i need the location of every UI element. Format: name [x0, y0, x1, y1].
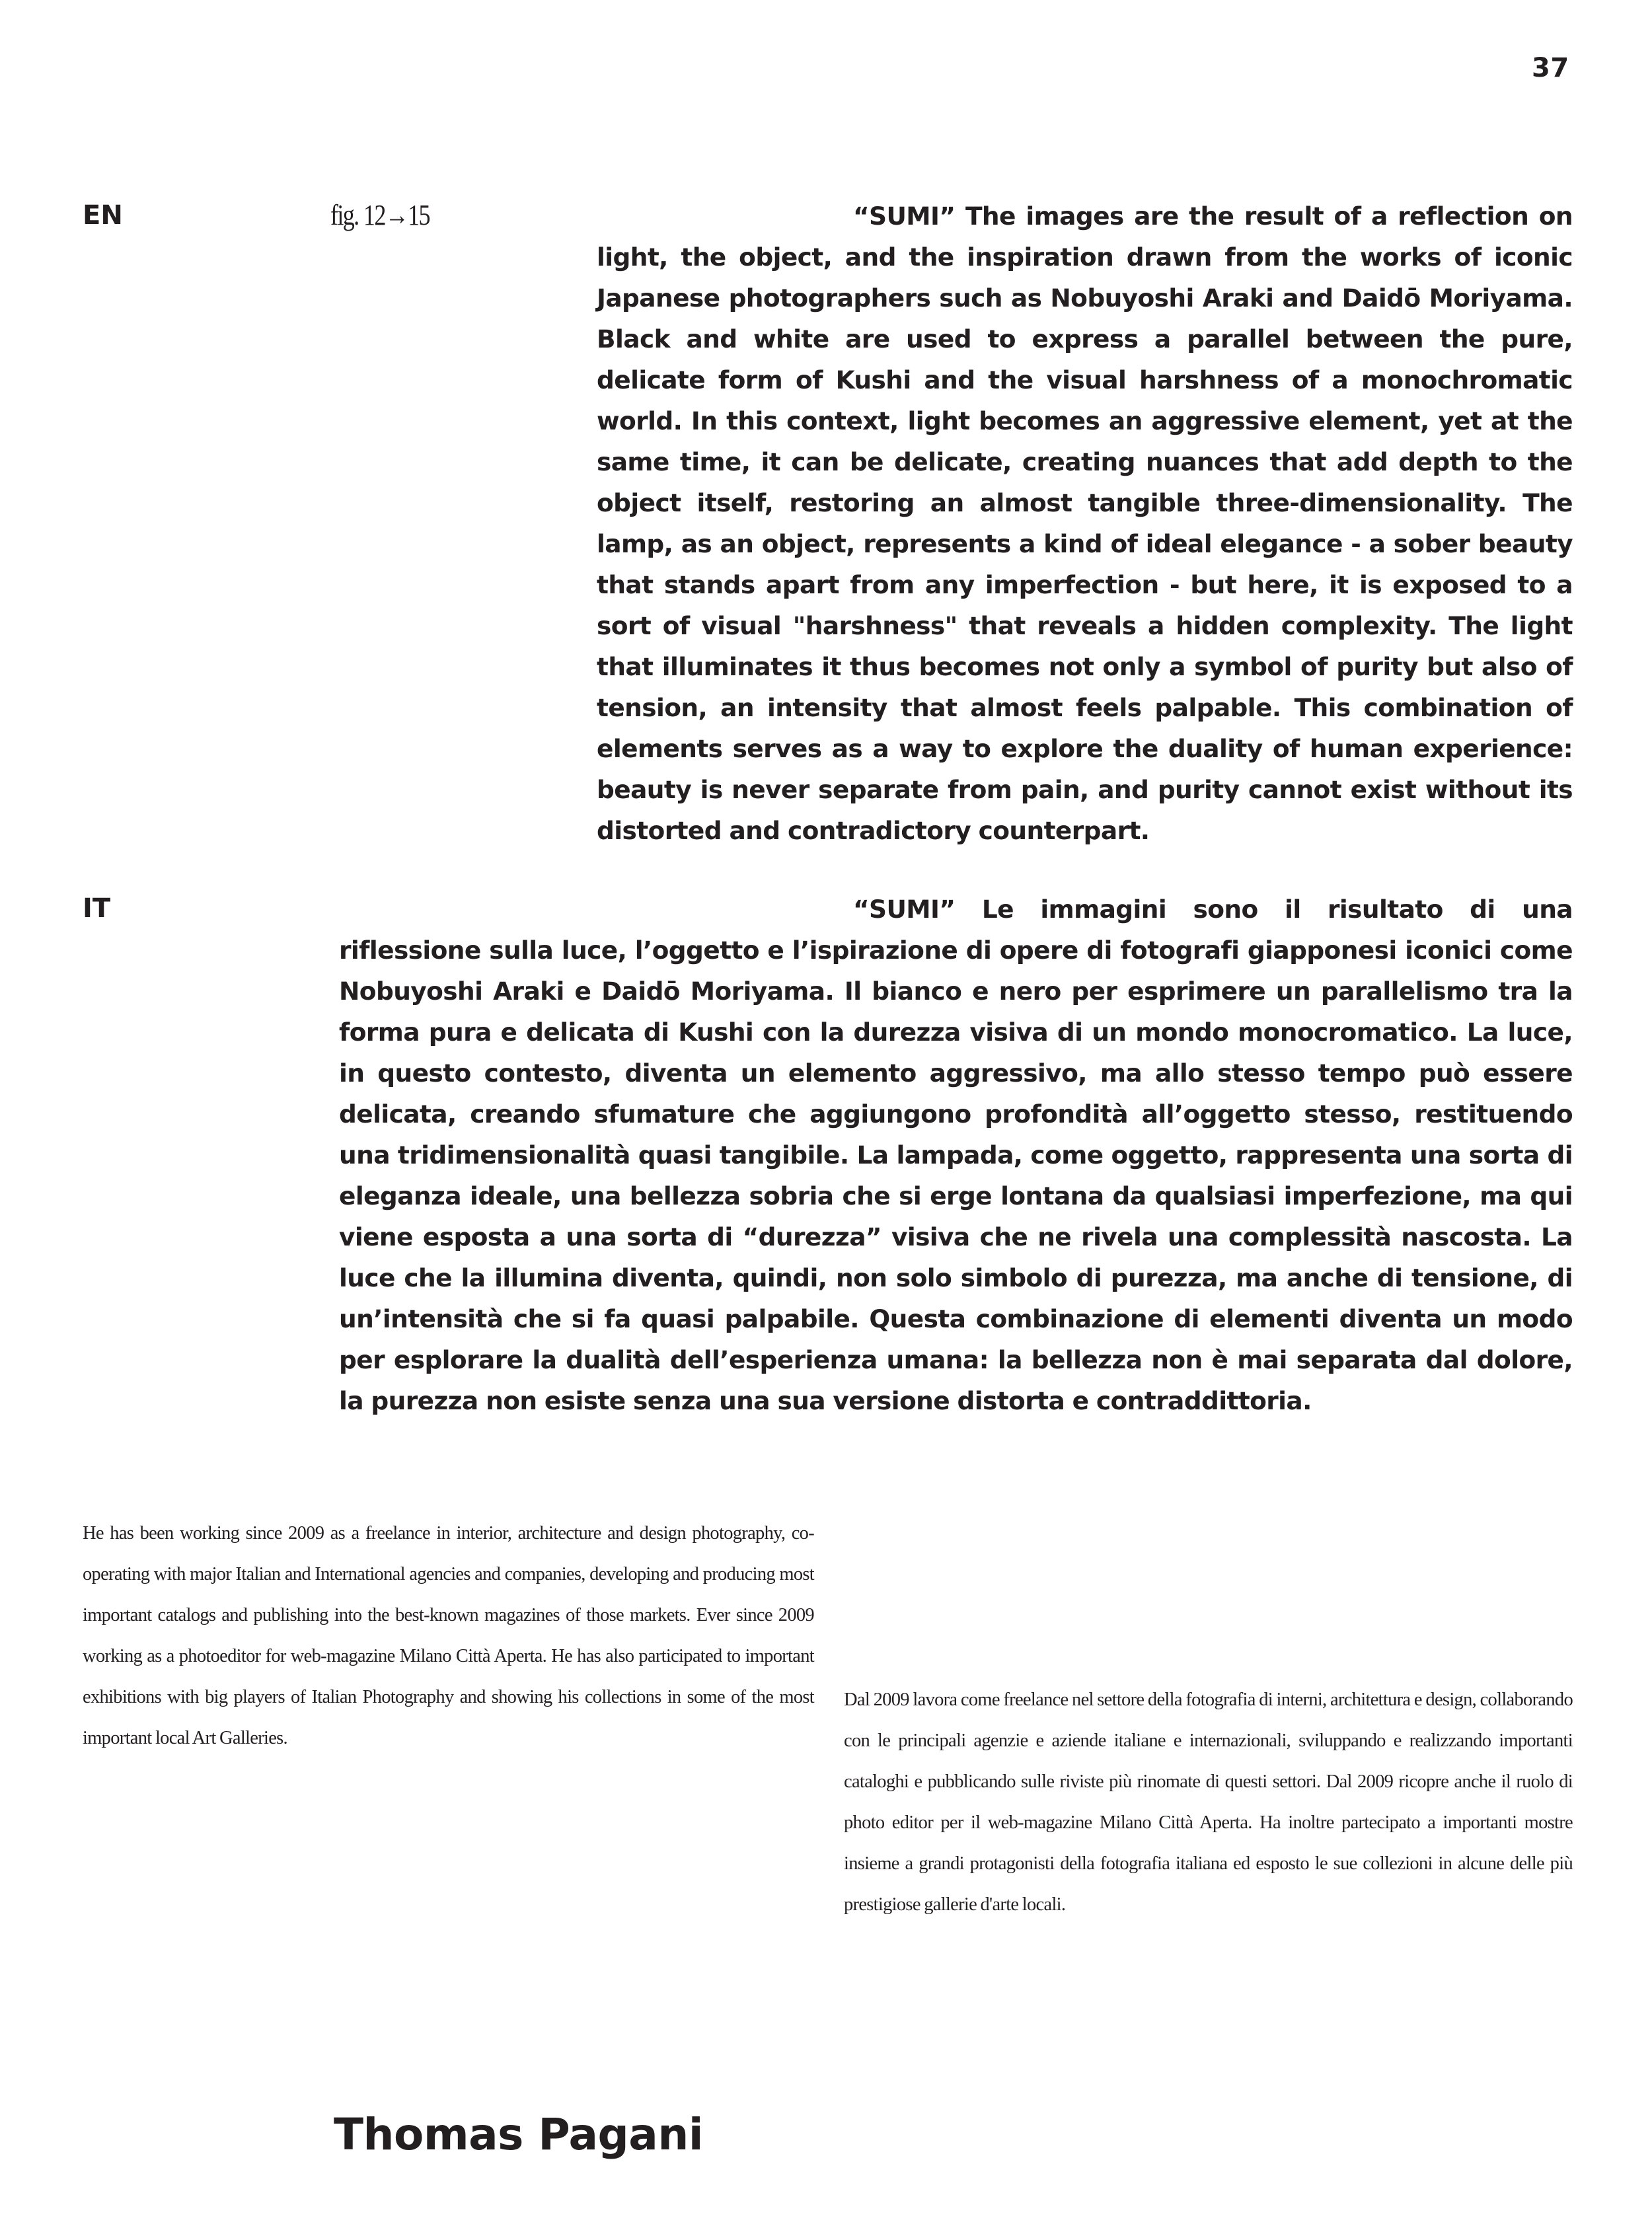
description-it: “SUMI” Le immagini sono il risultato di una riflessione sulla luce, l’oggetto e l’ispirazione di opere di fotografi giapponesi iconici come Nobuyoshi Araki e Daidō Moriyama. Il bianco e nero per esprimere un parallelismo tra la forma pura e delicata di Kushi con la durezza visiva di un mondo monocromatico. La luce, in questo contesto, diventa un elemento aggressivo, ma allo stesso tempo può essere delicata, creando sfumature che aggiungono profondità all’oggetto stesso, restituendo una tridimensionalità quasi tangibile. La lampada, come oggetto, rappresenta una sorta di eleganza ideale, una bellezza sobria che si erge lontana da qualsiasi imperfezione, ma qui viene esposta a una sorta di “durezza” visiva che ne rivela una complessità nascosta. La luce che la illumina diventa, quindi, non solo simbolo di purezza, ma anche di tensione, di un’intensità che si fa quasi palpabile. Questa combinazione di elementi diventa un modo per esplorare la dualità dell’esperienza umana: la bellezza non è mai separata dal dolore, la purezza non esiste senza una sua versione distorta e contraddittoria.: [339, 895, 1573, 1415]
description-en: “SUMI” The images are the result of a reflection on light, the object, and the inspiration drawn from the works of iconic Japanese photographers such as Nobuyoshi Araki and Daidō Moriyama. Black and white are used to express a parallel between the pure, delicate form of Kushi and the visual harshness of a monochromatic world. In this context, light becomes an aggressive element, yet at the same time, it can be delicate, creating nuances that add depth to the object itself, restoring an almost tangible three-dimensionality. The lamp, as an object, represents a kind of ideal elegance - a sober beauty that stands apart from any imperfection - but here, it is exposed to a sort of visual "harshness" that reveals a hidden complexity. The light that illuminates it thus becomes not only a symbol of purity but also of tension, an intensity that almost feels palpable. This combination of elements serves as a way to explore the duality of human experience: beauty is never separate from pain, and purity cannot exist without its distorted and contradictory counterpart.: [597, 202, 1573, 845]
figure-reference: fig. 12→15: [330, 199, 430, 231]
author-bio-en: He has been working since 2009 as a freelance in interior, architecture and design photography, co-operating with major Italian and International agencies and companies, developing and producing most important catalogs and publishing into the best-known magazines of those markets. Ever since 2009 working as a photoeditor for web-magazine Milano Città Aperta. He has also participated to important exhibitions with big players of Italian Photography and showing his collections in some of the most important local Art Galleries.: [83, 1523, 814, 1748]
page-number: 37: [1532, 53, 1569, 83]
author-bio-it: Dal 2009 lavora come freelance nel settore della fotografia di interni, architettura e design, collaborando con le principali agenzie e aziende italiane e internazionali, sviluppando e realizzando importanti cataloghi e pubblicando sulle riviste più rinomate di questi settori. Dal 2009 ricopre anche il ruolo di photo editor per il web-magazine Milano Città Aperta. Ha inoltre partecipato a importanti mostre insieme a grandi protagonisti della fotografia italiana ed esposto le sue collezioni in alcune delle più prestigiose gallerie d'arte locali.: [844, 1690, 1573, 1915]
language-label-it: IT: [83, 893, 111, 924]
author-name: Thomas Pagani: [334, 2109, 703, 2160]
language-label-en: EN: [83, 200, 123, 231]
